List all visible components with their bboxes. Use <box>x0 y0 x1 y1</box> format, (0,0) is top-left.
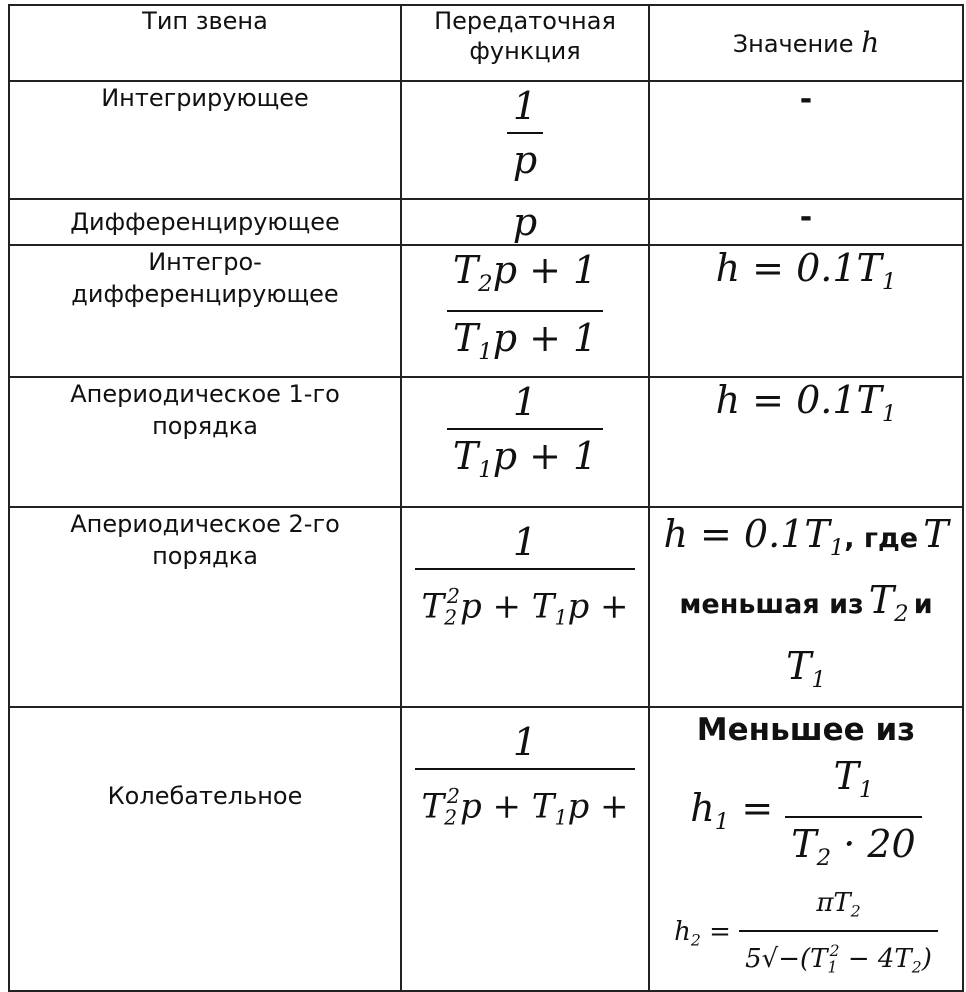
row-type-line2: дифференцирующее <box>71 280 339 308</box>
row-type <box>9 707 401 991</box>
numerator: 1 <box>512 719 538 764</box>
row-h <box>649 199 963 245</box>
table-row <box>9 377 963 507</box>
row-transfer <box>401 199 649 245</box>
row-h <box>649 377 963 507</box>
denominator: $T_2^2p + T_1p$ + <box>421 783 629 830</box>
row-type <box>9 199 401 245</box>
header-type <box>9 5 401 81</box>
fraction-bar <box>415 568 634 570</box>
row-type-line1: Интегро- <box>148 248 262 276</box>
numerator: 1 <box>512 379 538 424</box>
h-note: , где <box>844 522 919 554</box>
header-h-label: Значение <box>732 29 854 58</box>
header-h-symbol: h <box>861 25 880 59</box>
numerator: $T_2p + 1$ <box>452 248 598 297</box>
row-type-line1: Апериодическое 2-го <box>70 509 340 538</box>
transfer-function-table <box>8 4 964 992</box>
denominator: $T_1p + 1$ <box>452 315 598 365</box>
row-type <box>9 377 401 507</box>
header-row <box>9 5 963 81</box>
row-type <box>9 81 401 199</box>
header-h <box>649 5 963 81</box>
fraction-bar <box>415 768 634 770</box>
header-transfer <box>401 5 649 81</box>
transfer-expression: p <box>512 200 538 244</box>
denominator: p <box>512 138 538 182</box>
h-note: Меньшее из <box>696 711 916 748</box>
fraction-bar <box>507 132 543 134</box>
transfer-fraction <box>507 82 543 184</box>
row-type <box>9 507 401 707</box>
row-type-label: Колебательное <box>107 781 303 810</box>
h2-formula: $h_2$ = $\frac{\pi T_2}{5√-(T_1^2 - 4T_2)}$ <box>650 886 962 985</box>
row-type-line2: порядка <box>152 411 258 440</box>
row-transfer <box>401 81 649 199</box>
h-value: - <box>799 200 813 235</box>
row-type <box>9 245 401 377</box>
h-value: - <box>799 82 813 117</box>
row-transfer <box>401 245 649 377</box>
row-type-label: Дифференцирующее <box>70 208 340 236</box>
row-transfer <box>401 507 649 707</box>
table-row <box>9 507 963 707</box>
h-value: $h = 0.1T_1$ <box>715 377 897 427</box>
h-value: $h = 0.1T_1$ <box>715 246 897 295</box>
denominator: $T_2^2p + T_1p$ + <box>421 583 629 630</box>
header-transfer-label: Передаточная функция <box>434 7 616 65</box>
row-type-line1: Апериодическое 1-го <box>70 379 340 408</box>
row-type-line2: порядка <box>152 541 258 570</box>
row-h <box>649 81 963 199</box>
transfer-fraction <box>447 378 603 494</box>
transfer-fraction <box>447 246 603 376</box>
denominator: $T_1p + 1$ <box>452 433 598 483</box>
h-value: $h = 0.1T_1$ <box>663 511 845 561</box>
row-transfer <box>401 707 649 991</box>
row-transfer <box>401 377 649 507</box>
row-h <box>649 707 963 991</box>
transfer-fraction <box>415 518 634 641</box>
h-note: меньшая из <box>679 588 864 620</box>
row-h <box>649 245 963 377</box>
row-h: $h = 0.1T_1$, где T меньшая из $T_2$ и $T_1$ <box>649 507 963 707</box>
h1-formula: $h_1$ = $\frac{T_1}{T_2 \cdot 20}$ <box>650 752 962 882</box>
fraction-bar <box>447 428 603 430</box>
numerator: 1 <box>512 84 538 128</box>
h-T: T <box>923 511 949 556</box>
numerator: 1 <box>512 519 538 564</box>
table-row <box>9 707 963 991</box>
transfer-fraction <box>415 718 634 841</box>
table-row <box>9 81 963 199</box>
table-row <box>9 245 963 377</box>
row-type-label: Интегрирующее <box>101 84 309 112</box>
table-row <box>9 199 963 245</box>
header-type-label: Тип звена <box>142 7 268 35</box>
fraction-bar <box>447 310 603 312</box>
